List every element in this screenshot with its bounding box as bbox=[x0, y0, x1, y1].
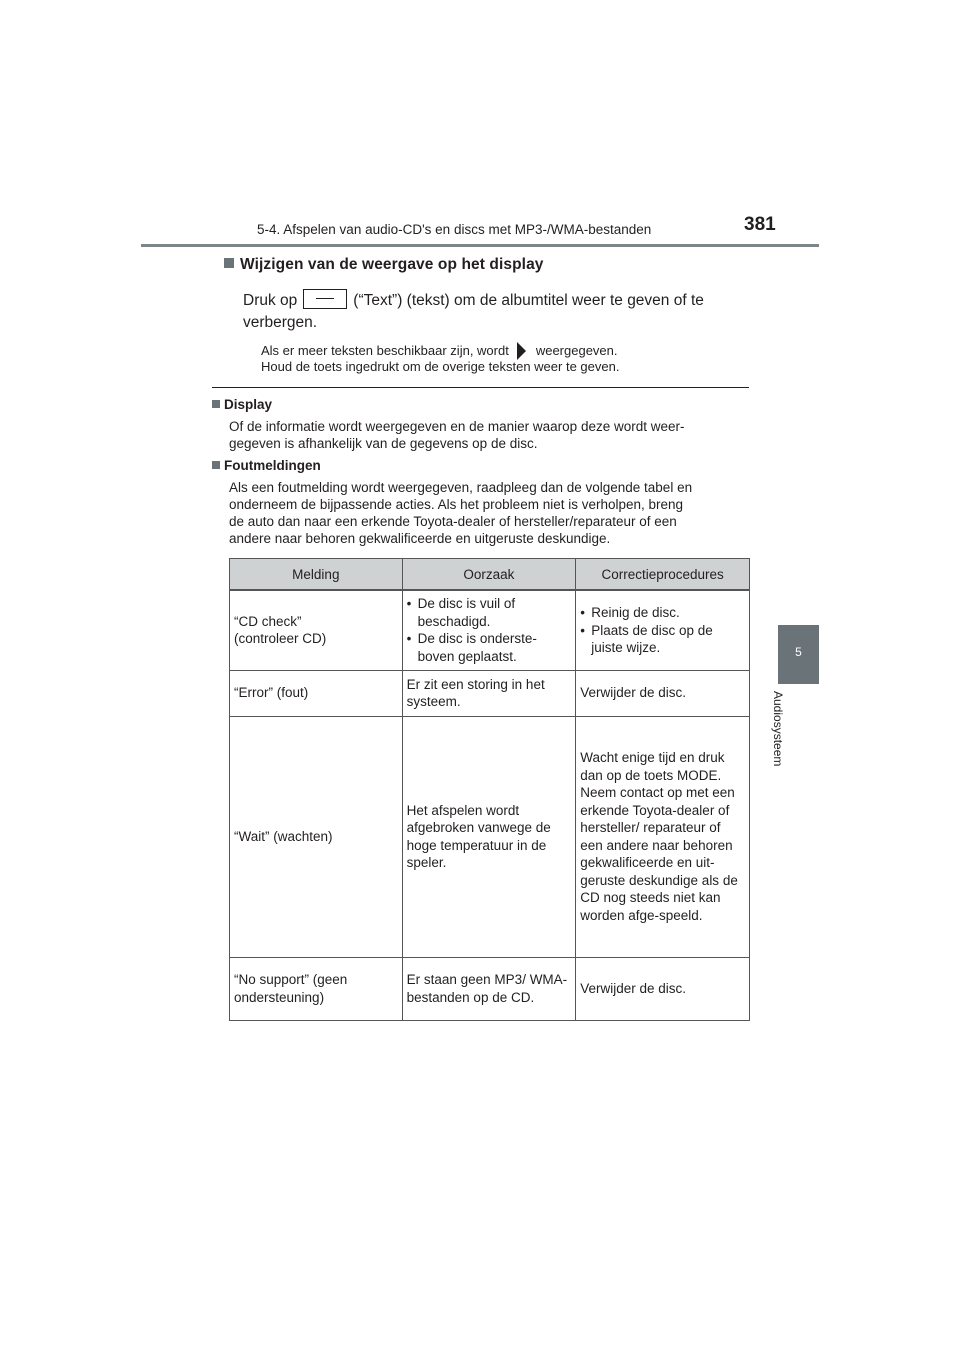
note-line-2: Houd de toets ingedrukt om de overige teksten weer te geven. bbox=[261, 359, 620, 374]
cell-text: (controleer CD) bbox=[234, 631, 327, 647]
note-pre: Als er meer teksten beschikbaar zijn, wordt bbox=[261, 343, 509, 358]
bullet-item: • Reinig de disc. bbox=[580, 604, 745, 622]
text-button-icon bbox=[303, 289, 347, 309]
cell-message bbox=[230, 590, 403, 670]
table-row bbox=[230, 670, 750, 716]
section-title bbox=[224, 256, 544, 274]
cell-text: Wacht enige tijd en druk dan op de toets MODE. bbox=[580, 750, 725, 783]
chapter-tab: 5 bbox=[778, 625, 819, 684]
errors-heading-text: Foutmeldingen bbox=[224, 458, 321, 473]
cell-cause bbox=[402, 670, 576, 716]
bullet-item: • De disc is vuil of beschadigd. bbox=[407, 595, 572, 630]
note-line-1 bbox=[261, 342, 618, 360]
square-bullet-icon bbox=[212, 400, 220, 408]
cell-text: “CD check” bbox=[234, 613, 302, 629]
errors-line: Als een foutmelding wordt weergegeven, raadpleeg dan de volgende tabel en bbox=[229, 480, 693, 495]
cell-fix bbox=[576, 590, 750, 670]
errors-line: andere naar behoren gekwalificeerde en uitgeruste deskundige. bbox=[229, 531, 611, 546]
table-header-row bbox=[230, 559, 750, 591]
errors-paragraph bbox=[229, 479, 745, 547]
errors-line: onderneem de bijpassende acties. Als het probleem niet is verholpen, breng bbox=[229, 497, 684, 512]
cell-fix bbox=[576, 957, 750, 1020]
section-divider bbox=[212, 387, 749, 388]
cell-text: “No support” (geen ondersteuning) bbox=[234, 972, 348, 1005]
cell-fix bbox=[576, 716, 750, 957]
arrow-right-icon bbox=[517, 342, 526, 360]
cell-text: Er zit een storing in het systeem. bbox=[406, 676, 545, 709]
instruction-post: (“Text”) (tekst) om de albumtitel weer te geven of te bbox=[353, 292, 704, 309]
page-number: 381 bbox=[744, 214, 776, 235]
running-header: 5-4. Afspelen van audio-CD's en discs met MP3-/WMA-bestanden bbox=[257, 222, 652, 237]
table-row bbox=[230, 716, 750, 957]
cell-message bbox=[230, 957, 403, 1020]
display-line: gegeven is afhankelijk van de gegevens op de disc. bbox=[229, 436, 538, 451]
cell-message bbox=[230, 716, 403, 957]
cell-text: Verwijder de disc. bbox=[580, 980, 687, 996]
cell-text: “Error” (fout) bbox=[234, 685, 309, 701]
square-bullet-icon bbox=[212, 461, 220, 469]
chapter-label-text: Audiosysteem bbox=[771, 691, 785, 767]
errors-heading bbox=[212, 458, 321, 473]
display-paragraph bbox=[229, 418, 745, 452]
header-message: Melding bbox=[230, 559, 403, 591]
note-post: weergegeven. bbox=[535, 343, 618, 358]
header-fix: Correctieprocedures bbox=[576, 559, 750, 591]
chapter-label bbox=[771, 691, 807, 781]
cell-text: Er staan geen MP3/ WMA-bestanden op de CD. bbox=[406, 972, 568, 1005]
header-rule bbox=[141, 244, 819, 247]
error-messages-table bbox=[229, 558, 750, 1021]
cell-text: Het afspelen wordt afgebroken vanwege de hoge temperatuur in de speler. bbox=[406, 802, 551, 870]
instruction-line bbox=[243, 289, 704, 310]
bullet-item: • De disc is onderste-boven geplaatst. bbox=[407, 630, 572, 665]
cell-text: Neem contact op met een erkende Toyota-dealer of hersteller/ reparateur of een andere naar behoren gekwalificeerde en uit-geruste deskundige als de CD nog steeds niet kan worden afge-speeld. bbox=[580, 785, 738, 923]
cell-fix bbox=[576, 670, 750, 716]
header-cause: Oorzaak bbox=[402, 559, 576, 591]
bullet-item: • Plaats de disc op de juiste wijze. bbox=[580, 622, 745, 657]
cell-cause bbox=[402, 716, 576, 957]
cell-text: Verwijder de disc. bbox=[580, 685, 687, 701]
instruction-pre: Druk op bbox=[243, 292, 298, 309]
table-row bbox=[230, 590, 750, 670]
display-heading-text: Display bbox=[224, 397, 273, 412]
section-title-text: Wijzigen van de weergave op het display bbox=[240, 256, 544, 273]
cell-text: “Wait” (wachten) bbox=[234, 828, 333, 844]
display-heading bbox=[212, 397, 272, 412]
instruction-cont: verbergen. bbox=[243, 314, 318, 331]
square-bullet-icon bbox=[224, 258, 234, 268]
display-line: Of de informatie wordt weergegeven en de manier waarop deze wordt weer- bbox=[229, 419, 685, 434]
cell-cause bbox=[402, 957, 576, 1020]
table-row bbox=[230, 957, 750, 1020]
errors-line: de auto dan naar een erkende Toyota-dealer of hersteller/reparateur of een bbox=[229, 514, 677, 529]
cell-cause bbox=[402, 590, 576, 670]
cell-message bbox=[230, 670, 403, 716]
